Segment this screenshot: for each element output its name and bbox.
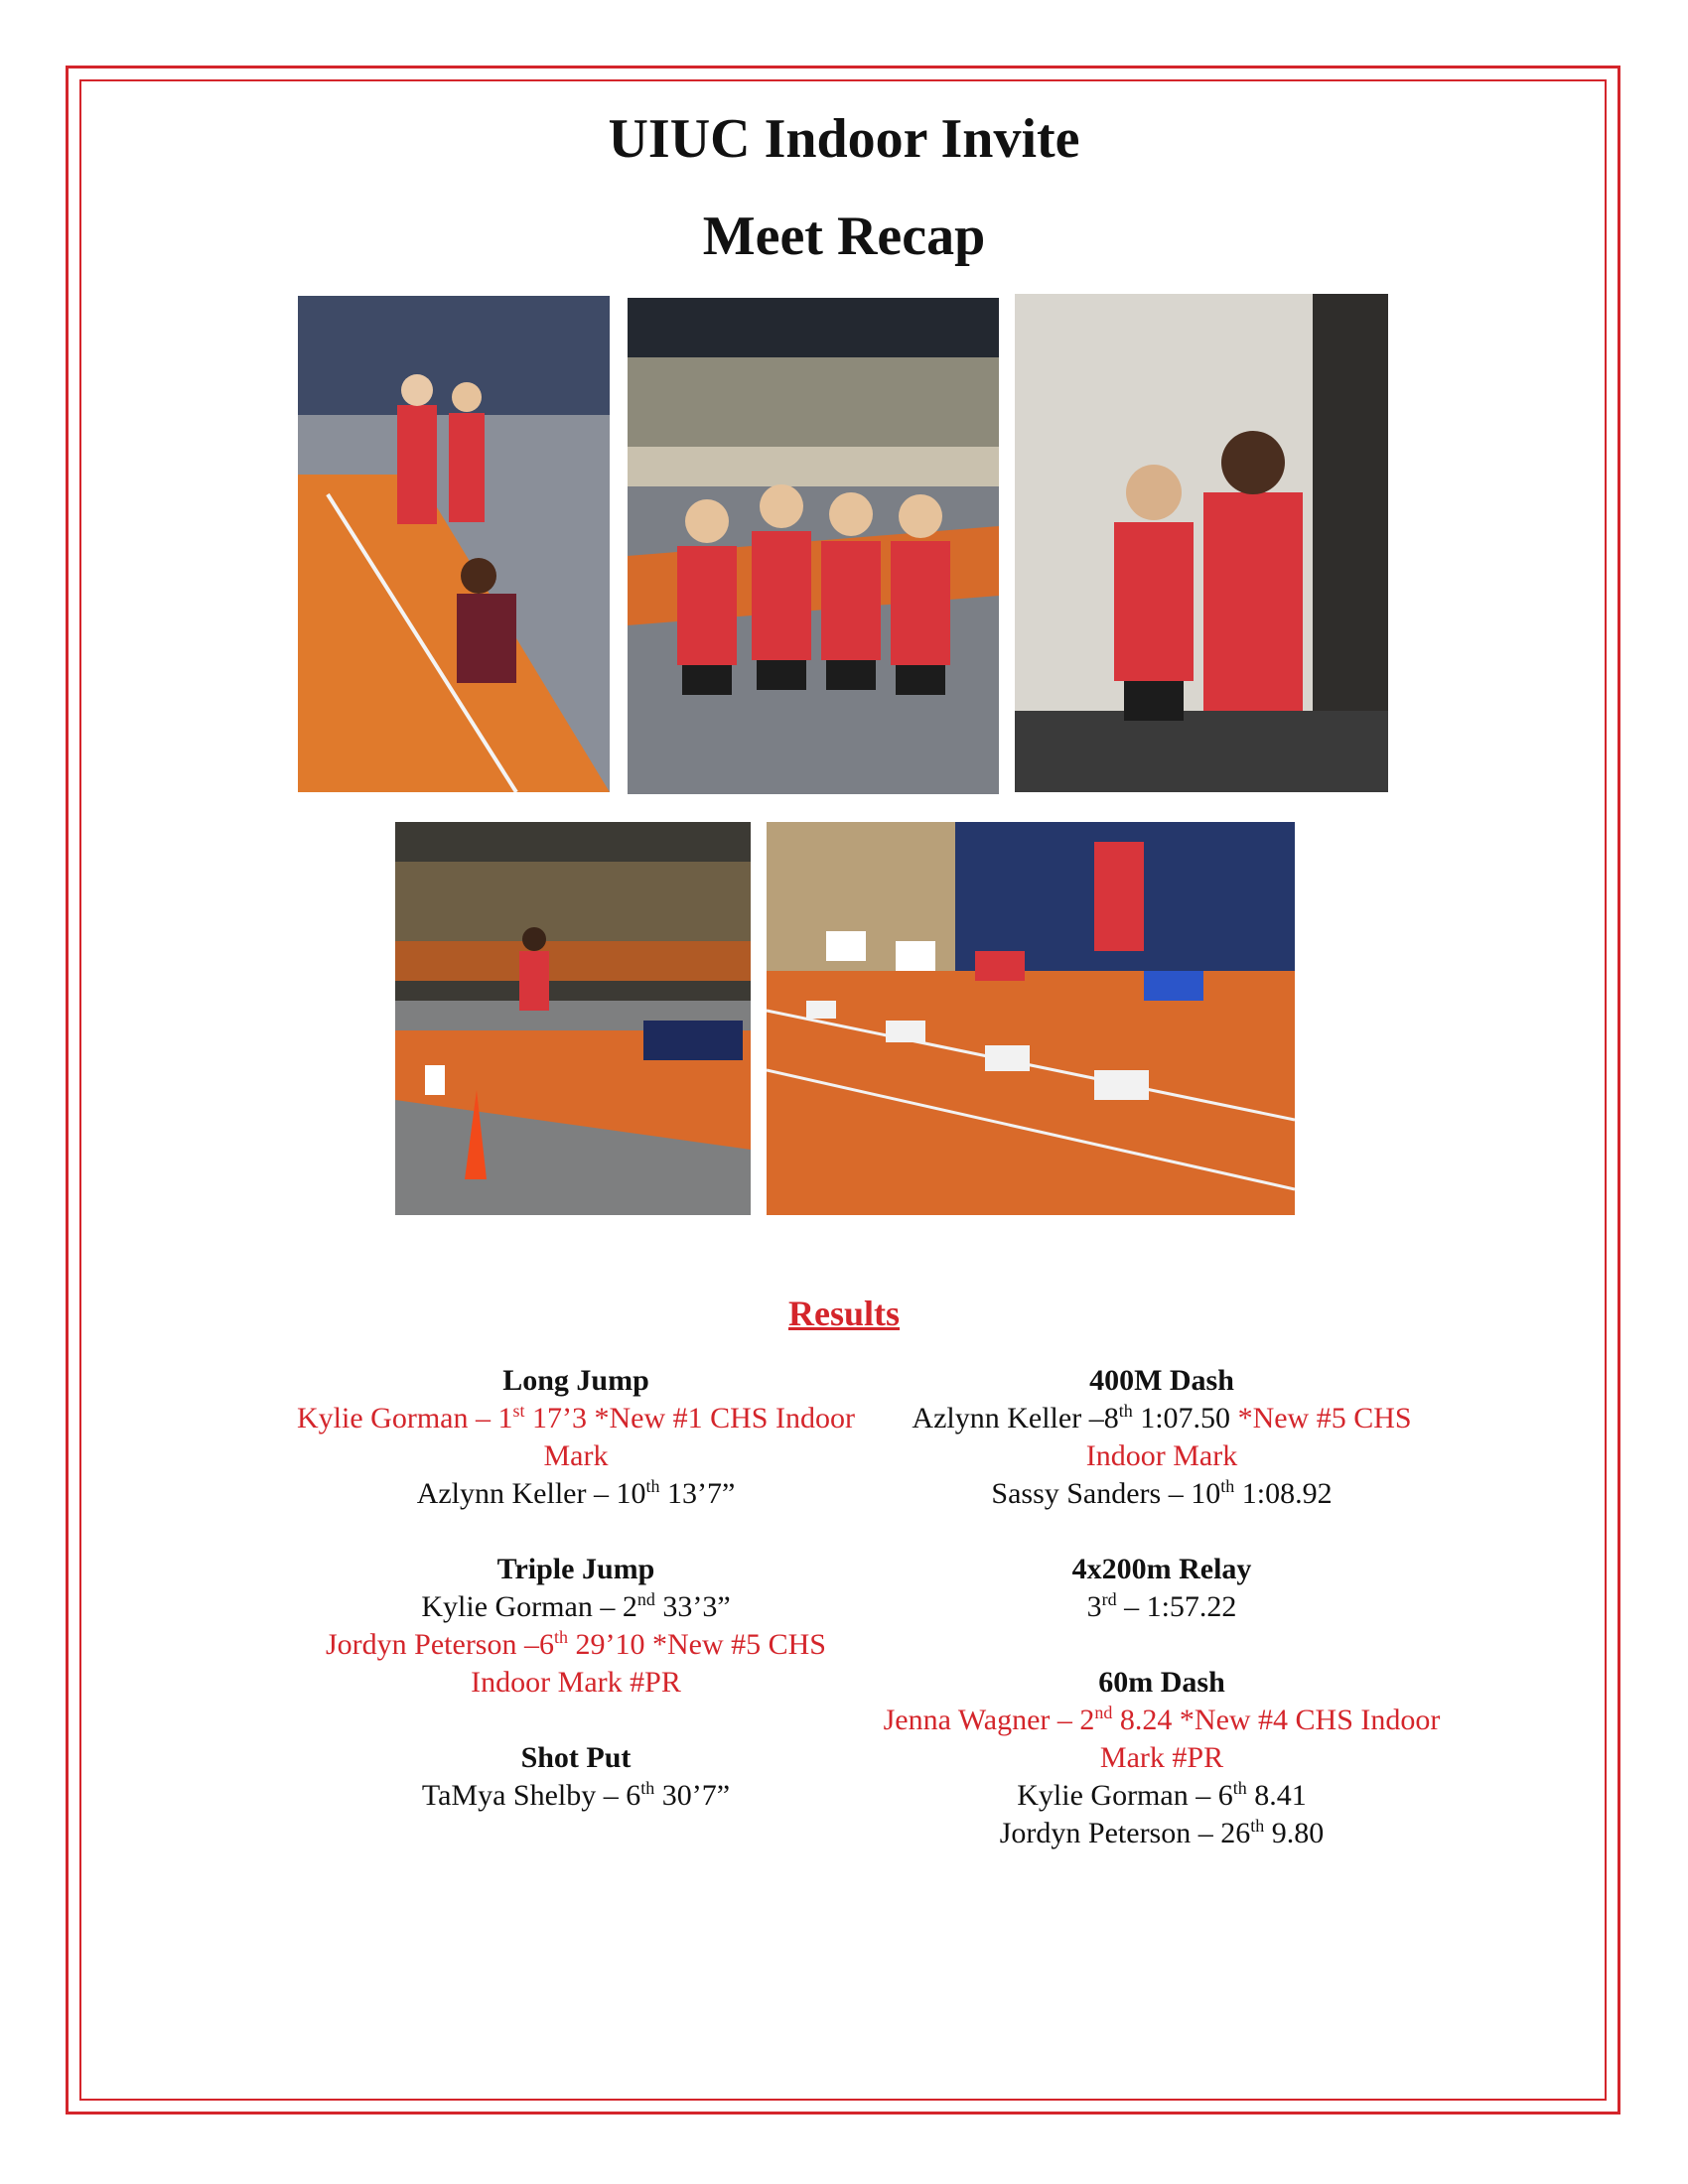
- result-entry: [288, 1400, 864, 1475]
- result-entry: [288, 1588, 864, 1626]
- entry-mark: – 1:57.22: [1116, 1590, 1237, 1623]
- results-left-column: [288, 1362, 864, 1852]
- photo-runway-start: [395, 822, 751, 1215]
- event-block: [288, 1362, 864, 1513]
- entry-text: Jordyn Peterson – 26: [999, 1817, 1251, 1849]
- result-entry: [874, 1702, 1450, 1777]
- entry-text: Kylie Gorman – 6: [1017, 1779, 1233, 1812]
- place-suffix: rd: [1101, 1589, 1117, 1609]
- page-subtitle: Meet Recap: [702, 205, 986, 267]
- event-title: Shot Put: [520, 1741, 632, 1774]
- place-suffix: nd: [636, 1589, 655, 1609]
- photo-throwers: [1015, 294, 1388, 792]
- place-suffix: th: [640, 1778, 655, 1798]
- entry-mark: 9.80: [1264, 1817, 1325, 1849]
- place-suffix: th: [645, 1476, 660, 1496]
- event-block: [874, 1551, 1450, 1626]
- entry-mark: 1:07.50: [1132, 1402, 1231, 1434]
- entry-mark: 13’7”: [659, 1477, 736, 1510]
- photo-60m-start: [767, 822, 1295, 1215]
- entry-text: TaMya Shelby – 6: [421, 1779, 641, 1812]
- record-note: *New #5 CHS Indoor Mark: [1085, 1402, 1412, 1472]
- entry-text: Kylie Gorman – 1: [297, 1402, 513, 1434]
- result-entry: [874, 1400, 1450, 1475]
- entry-mark: 29’10 *New #5 CHS Indoor Mark #PR: [471, 1628, 826, 1699]
- place-suffix: nd: [1094, 1703, 1113, 1722]
- entry-text: 3: [1086, 1590, 1102, 1623]
- entry-text: Sassy Sanders – 10: [991, 1477, 1221, 1510]
- entry-mark: 8.24 *New #4 CHS Indoor Mark #PR: [1099, 1704, 1441, 1774]
- entry-text: Jenna Wagner – 2: [883, 1704, 1095, 1736]
- place-suffix: th: [1118, 1401, 1133, 1421]
- event-title: Long Jump: [502, 1364, 649, 1397]
- entry-mark: 1:08.92: [1234, 1477, 1333, 1510]
- event-block: [874, 1664, 1450, 1852]
- entry-text: Jordyn Peterson –6: [326, 1628, 554, 1661]
- place-suffix: th: [553, 1627, 568, 1647]
- event-title: 4x200m Relay: [1071, 1553, 1252, 1585]
- result-entry: [288, 1777, 864, 1815]
- entry-mark: 8.41: [1246, 1779, 1307, 1812]
- result-entry: [288, 1626, 864, 1702]
- photo-long-jump-athletes: [298, 296, 610, 792]
- result-entry: [874, 1777, 1450, 1815]
- result-entry: [874, 1588, 1450, 1626]
- event-block: [288, 1551, 864, 1702]
- place-suffix: th: [1250, 1816, 1265, 1836]
- entry-mark: 30’7”: [654, 1779, 731, 1812]
- event-title: Triple Jump: [496, 1553, 655, 1585]
- event-title: 60m Dash: [1098, 1666, 1225, 1699]
- entry-text: Kylie Gorman – 2: [421, 1590, 637, 1623]
- entry-mark: 17’3 *New #1 CHS Indoor Mark: [524, 1402, 855, 1472]
- entry-text: Azlynn Keller –8: [912, 1402, 1119, 1434]
- result-entry: [874, 1475, 1450, 1513]
- result-entry: [288, 1475, 864, 1513]
- place-suffix: st: [512, 1401, 525, 1421]
- results-heading: Results: [787, 1294, 900, 1333]
- page-title: UIUC Indoor Invite: [608, 108, 1080, 170]
- event-block: [288, 1739, 864, 1815]
- entry-mark: 33’3”: [654, 1590, 731, 1623]
- event-title: 400M Dash: [1089, 1364, 1234, 1397]
- photo-relay-team: [628, 298, 999, 794]
- place-suffix: th: [1232, 1778, 1247, 1798]
- event-block: [874, 1362, 1450, 1513]
- results-right-column: [874, 1362, 1450, 1890]
- place-suffix: th: [1220, 1476, 1235, 1496]
- entry-text: Azlynn Keller – 10: [416, 1477, 646, 1510]
- result-entry: [874, 1815, 1450, 1852]
